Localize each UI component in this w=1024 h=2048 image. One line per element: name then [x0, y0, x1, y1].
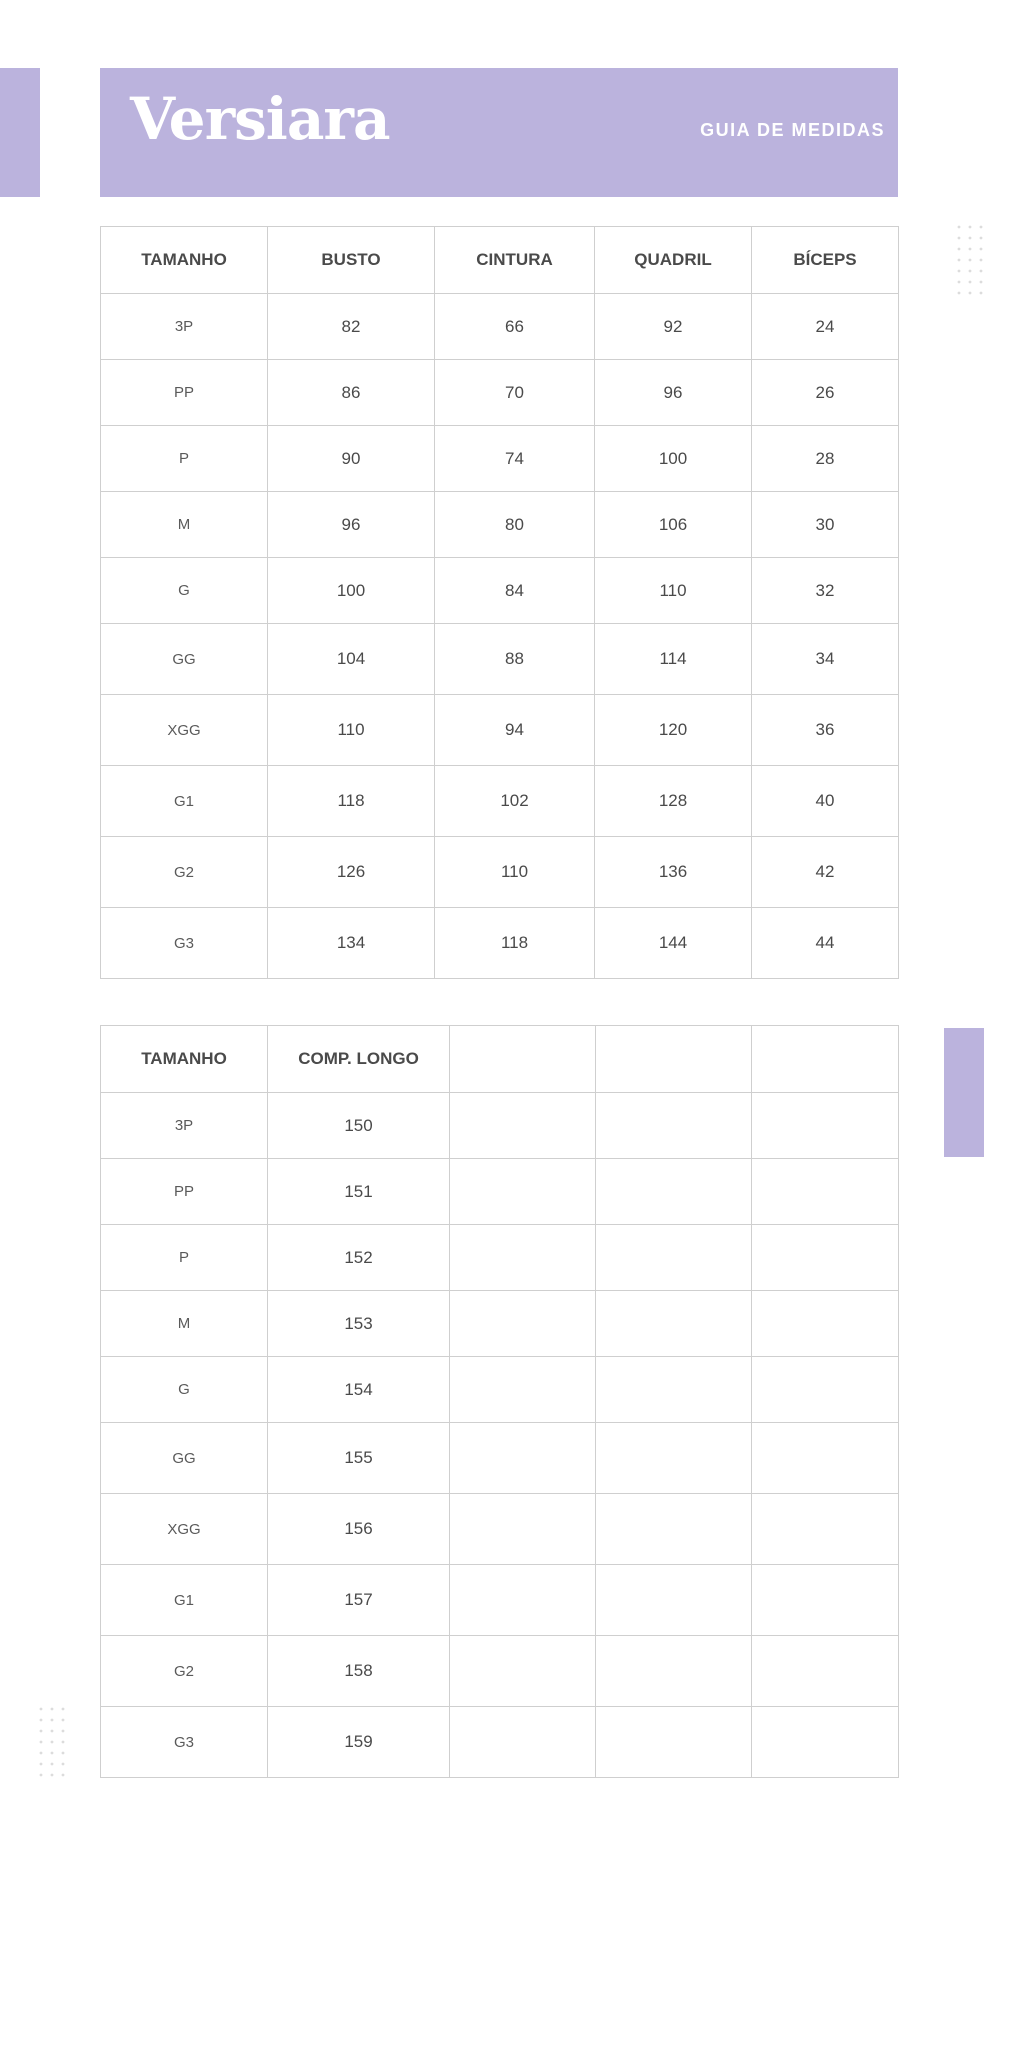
size-cell: G3 — [101, 1707, 268, 1778]
value-cell: 150 — [268, 1093, 450, 1159]
column-header: QUADRIL — [595, 227, 752, 294]
accent-block-left — [0, 68, 40, 197]
value-cell — [450, 1291, 596, 1357]
value-cell: 80 — [435, 492, 595, 558]
value-cell: 157 — [268, 1565, 450, 1636]
page-title: GUIA DE MEDIDAS — [700, 120, 885, 140]
value-cell — [596, 1357, 752, 1423]
column-header — [450, 1026, 596, 1093]
value-cell: 100 — [595, 426, 752, 492]
column-header: COMP. LONGO — [268, 1026, 450, 1093]
value-cell: 66 — [435, 294, 595, 360]
table-row — [101, 1707, 899, 1778]
table-row — [101, 1357, 899, 1423]
column-header — [752, 1026, 899, 1093]
value-cell — [752, 1159, 899, 1225]
value-cell: 110 — [268, 695, 435, 766]
value-cell: 90 — [268, 426, 435, 492]
value-cell — [596, 1565, 752, 1636]
length-table — [100, 1025, 899, 1778]
table-row — [101, 1565, 899, 1636]
size-cell: G — [101, 558, 268, 624]
value-cell — [450, 1159, 596, 1225]
value-cell — [450, 1423, 596, 1494]
accent-block-right — [944, 1028, 984, 1157]
column-header: BÍCEPS — [752, 227, 899, 294]
value-cell — [450, 1707, 596, 1778]
size-cell: XGG — [101, 1494, 268, 1565]
value-cell — [752, 1565, 899, 1636]
table-row — [101, 837, 899, 908]
dot-grid-top-right — [956, 224, 986, 296]
value-cell: 134 — [268, 908, 435, 979]
value-cell: 32 — [752, 558, 899, 624]
value-cell — [752, 1225, 899, 1291]
value-cell — [450, 1225, 596, 1291]
value-cell: 114 — [595, 624, 752, 695]
value-cell: 151 — [268, 1159, 450, 1225]
value-cell: 88 — [435, 624, 595, 695]
size-cell: M — [101, 492, 268, 558]
value-cell — [752, 1357, 899, 1423]
value-cell: 110 — [435, 837, 595, 908]
value-cell: 30 — [752, 492, 899, 558]
value-cell: 153 — [268, 1291, 450, 1357]
size-cell: G — [101, 1357, 268, 1423]
value-cell — [596, 1225, 752, 1291]
size-cell: GG — [101, 624, 268, 695]
value-cell — [596, 1423, 752, 1494]
table-row — [101, 360, 899, 426]
table-row — [101, 766, 899, 837]
value-cell: 158 — [268, 1636, 450, 1707]
value-cell: 86 — [268, 360, 435, 426]
value-cell — [596, 1494, 752, 1565]
value-cell: 28 — [752, 426, 899, 492]
value-cell: 156 — [268, 1494, 450, 1565]
value-cell — [450, 1357, 596, 1423]
value-cell: 144 — [595, 908, 752, 979]
table-header-row — [101, 1026, 899, 1093]
table-row — [101, 908, 899, 979]
size-cell: G2 — [101, 1636, 268, 1707]
table-row — [101, 1423, 899, 1494]
value-cell: 96 — [268, 492, 435, 558]
value-cell: 118 — [268, 766, 435, 837]
value-cell: 152 — [268, 1225, 450, 1291]
size-cell: 3P — [101, 1093, 268, 1159]
table-row — [101, 1093, 899, 1159]
column-header: BUSTO — [268, 227, 435, 294]
size-cell: G1 — [101, 1565, 268, 1636]
value-cell: 155 — [268, 1423, 450, 1494]
value-cell: 154 — [268, 1357, 450, 1423]
size-cell: GG — [101, 1423, 268, 1494]
value-cell: 70 — [435, 360, 595, 426]
brand-logo: Versiara — [130, 85, 390, 153]
value-cell — [450, 1494, 596, 1565]
size-cell: M — [101, 1291, 268, 1357]
size-cell: G3 — [101, 908, 268, 979]
value-cell: 40 — [752, 766, 899, 837]
size-cell: G1 — [101, 766, 268, 837]
table-row — [101, 426, 899, 492]
value-cell — [752, 1636, 899, 1707]
value-cell: 159 — [268, 1707, 450, 1778]
value-cell: 126 — [268, 837, 435, 908]
size-cell: 3P — [101, 294, 268, 360]
value-cell: 104 — [268, 624, 435, 695]
table-row — [101, 1494, 899, 1565]
size-cell: PP — [101, 1159, 268, 1225]
column-header: CINTURA — [435, 227, 595, 294]
size-cell: P — [101, 426, 268, 492]
value-cell: 36 — [752, 695, 899, 766]
header-banner — [100, 68, 898, 197]
size-cell: XGG — [101, 695, 268, 766]
table-row — [101, 1291, 899, 1357]
value-cell: 42 — [752, 837, 899, 908]
value-cell — [450, 1636, 596, 1707]
value-cell: 24 — [752, 294, 899, 360]
value-cell — [450, 1565, 596, 1636]
value-cell — [752, 1707, 899, 1778]
value-cell: 110 — [595, 558, 752, 624]
value-cell — [752, 1423, 899, 1494]
value-cell — [596, 1636, 752, 1707]
table-row — [101, 492, 899, 558]
value-cell — [752, 1291, 899, 1357]
table-row — [101, 558, 899, 624]
table-row — [101, 624, 899, 695]
measurements-table — [100, 226, 899, 979]
column-header: TAMANHO — [101, 227, 268, 294]
value-cell: 34 — [752, 624, 899, 695]
table-header-row — [101, 227, 899, 294]
table-row — [101, 1159, 899, 1225]
value-cell — [450, 1093, 596, 1159]
value-cell: 136 — [595, 837, 752, 908]
value-cell: 44 — [752, 908, 899, 979]
value-cell — [596, 1291, 752, 1357]
value-cell: 106 — [595, 492, 752, 558]
value-cell: 102 — [435, 766, 595, 837]
value-cell: 92 — [595, 294, 752, 360]
table-row — [101, 695, 899, 766]
value-cell — [596, 1093, 752, 1159]
value-cell — [752, 1093, 899, 1159]
table-row — [101, 1225, 899, 1291]
value-cell: 128 — [595, 766, 752, 837]
value-cell: 118 — [435, 908, 595, 979]
table-row — [101, 1636, 899, 1707]
value-cell — [752, 1494, 899, 1565]
value-cell: 82 — [268, 294, 435, 360]
value-cell: 94 — [435, 695, 595, 766]
size-cell: G2 — [101, 837, 268, 908]
value-cell: 26 — [752, 360, 899, 426]
size-cell: PP — [101, 360, 268, 426]
size-cell: P — [101, 1225, 268, 1291]
column-header: TAMANHO — [101, 1026, 268, 1093]
dot-grid-bottom-left — [38, 1706, 68, 1778]
table-row — [101, 294, 899, 360]
value-cell: 84 — [435, 558, 595, 624]
value-cell — [596, 1159, 752, 1225]
column-header — [596, 1026, 752, 1093]
value-cell: 120 — [595, 695, 752, 766]
value-cell: 96 — [595, 360, 752, 426]
value-cell: 100 — [268, 558, 435, 624]
value-cell — [596, 1707, 752, 1778]
value-cell: 74 — [435, 426, 595, 492]
